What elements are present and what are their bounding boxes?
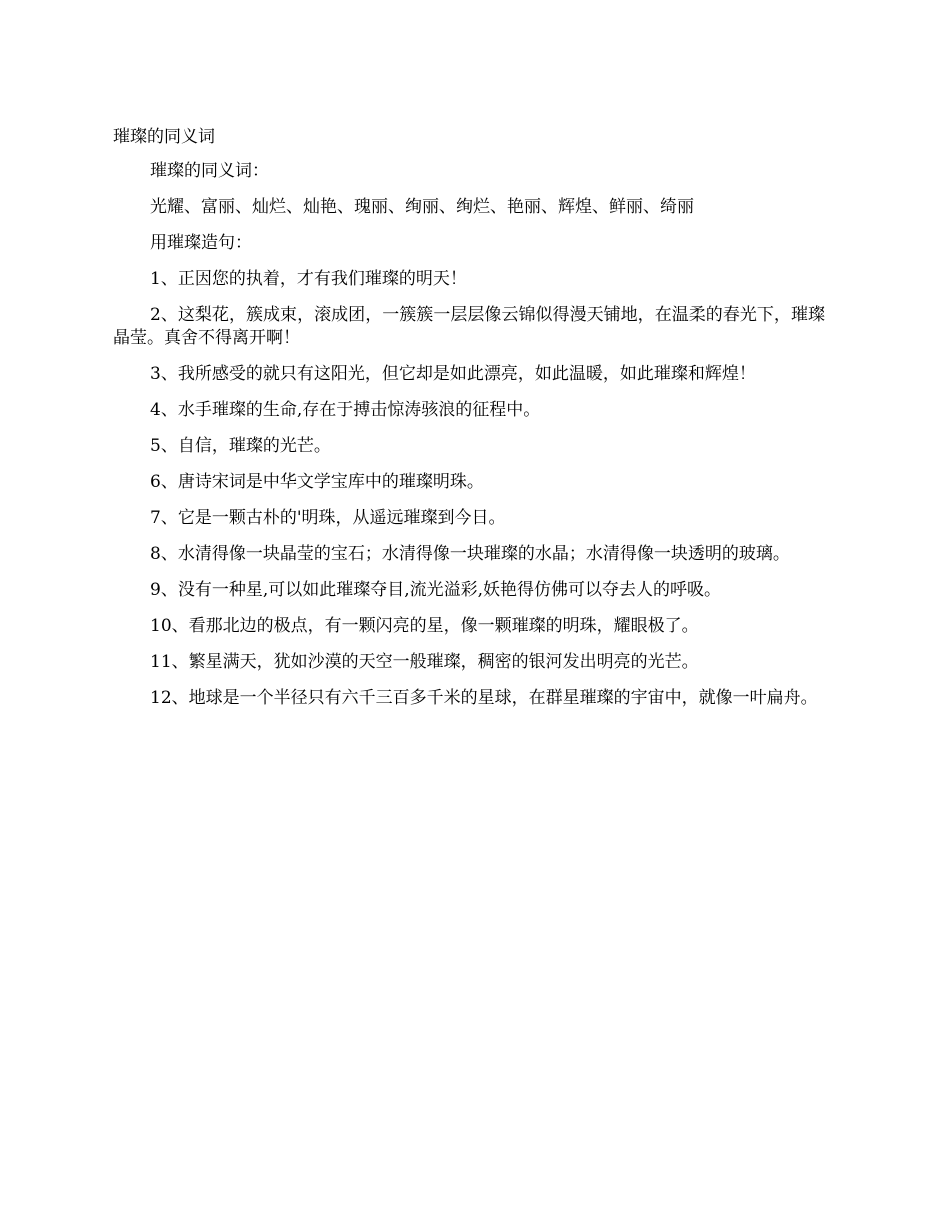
synonyms-list: 光耀、富丽、灿烂、灿艳、瑰丽、绚丽、绚烂、艳丽、辉煌、鲜丽、绮丽	[150, 197, 694, 217]
sentences-heading: 用璀璨造句：	[150, 233, 252, 253]
sentence-item: 6、唐诗宋词是中华文学宝库中的璀璨明珠。	[150, 472, 484, 492]
sentence-item: 1、正因您的执着，才有我们璀璨的明天！	[150, 269, 467, 289]
sentence-item: 2、这梨花，簇成束，滚成团，一簇簇一层层像云锦似得漫天铺地，在温柔的春光下，璀璨晶莹。真舍不得离开啊！	[113, 305, 825, 348]
sentence-item: 8、水清得像一块晶莹的宝石；水清得像一块璀璨的水晶；水清得像一块透明的玻璃。	[150, 544, 790, 564]
sentence-item: 4、水手璀璨的生命,存在于搏击惊涛骇浪的征程中。	[150, 400, 541, 420]
synonyms-heading: 璀璨的同义词：	[150, 161, 269, 181]
sentence-item: 10、看那北边的极点，有一颗闪亮的星，像一颗璀璨的明珠，耀眼极了。	[150, 616, 699, 636]
sentence-item: 9、没有一种星,可以如此璀璨夺目,流光溢彩,妖艳得仿佛可以夺去人的呼吸。	[150, 580, 722, 600]
sentence-item: 12、地球是一个半径只有六千三百多千米的星球，在群星璀璨的宇宙中，就像一叶扁舟。	[150, 688, 818, 708]
sentence-item: 5、自信，璀璨的光芒。	[150, 436, 331, 456]
document-page	[113, 124, 825, 723]
document-title: 璀璨的同义词	[113, 127, 215, 147]
sentence-item: 11、繁星满天，犹如沙漠的天空一般璀璨，稠密的银河发出明亮的光芒。	[150, 652, 699, 672]
sentence-item: 7、它是一颗古朴的'明珠，从遥远璀璨到今日。	[150, 508, 506, 528]
sentence-item: 3、我所感受的就只有这阳光，但它却是如此漂亮，如此温暖，如此璀璨和辉煌！	[150, 364, 756, 384]
